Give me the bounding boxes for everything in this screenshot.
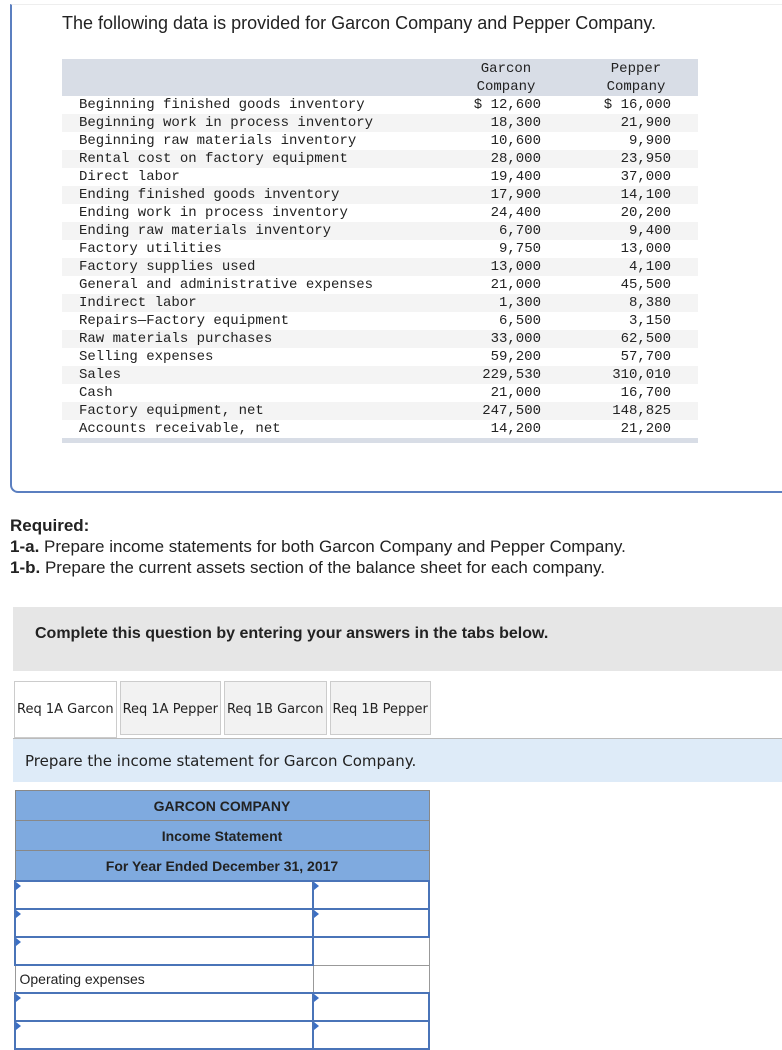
pepper-value: 20,200 bbox=[620, 205, 671, 221]
data-row bbox=[62, 186, 698, 204]
garcon-value: 247,500 bbox=[449, 402, 541, 420]
pepper-value: 57,700 bbox=[620, 349, 671, 365]
garcon-value: 21,000 bbox=[490, 385, 541, 401]
data-row bbox=[62, 312, 698, 330]
garcon-value: 19,400 bbox=[490, 169, 541, 185]
data-row bbox=[62, 222, 698, 240]
income-statement-table bbox=[14, 790, 430, 1050]
tab-bar bbox=[14, 681, 431, 738]
row-label: Ending raw materials inventory bbox=[62, 222, 449, 240]
row-label: Direct labor bbox=[79, 169, 180, 185]
garcon-value: 59,200 bbox=[490, 349, 541, 365]
garcon-value: 9,750 bbox=[498, 241, 541, 257]
data-row bbox=[62, 240, 698, 258]
tab-req-1a-garcon[interactable]: Req 1A Garcon bbox=[14, 681, 117, 738]
data-row bbox=[62, 132, 698, 150]
amount-input[interactable] bbox=[313, 909, 429, 937]
pepper-value: 9,900 bbox=[628, 133, 671, 149]
pepper-value: 21,900 bbox=[541, 114, 698, 132]
row-label: Factory supplies used bbox=[62, 258, 449, 276]
statement-period: For Year Ended December 31, 2017 bbox=[15, 851, 429, 882]
pepper-value: 13,000 bbox=[620, 241, 671, 257]
row-label: Rental cost on factory equipment bbox=[62, 150, 449, 168]
data-row bbox=[62, 258, 698, 276]
req-1a-text: Prepare income statements for both Garcon Company and Pepper Company. bbox=[39, 537, 626, 556]
garcon-value: 28,000 bbox=[449, 150, 541, 168]
tab-req-1b-pepper[interactable]: Req 1B Pepper bbox=[330, 681, 431, 735]
row-label: Accounts receivable, net bbox=[79, 421, 281, 437]
data-row bbox=[62, 420, 698, 441]
garcon-value: 1,300 bbox=[449, 294, 541, 312]
amount-cell bbox=[313, 965, 429, 993]
pepper-value: 45,500 bbox=[620, 277, 671, 293]
data-row bbox=[62, 114, 698, 132]
company-name: GARCON COMPANY bbox=[15, 791, 429, 821]
data-row bbox=[62, 330, 698, 348]
pepper-value: 14,100 bbox=[541, 186, 698, 204]
row-label: Ending finished goods inventory bbox=[62, 186, 449, 204]
data-row bbox=[62, 276, 698, 294]
data-row bbox=[62, 204, 698, 222]
data-row bbox=[62, 168, 698, 186]
data-row bbox=[62, 384, 698, 402]
pepper-value: 310,010 bbox=[541, 366, 698, 384]
row-label: Beginning raw materials inventory bbox=[79, 133, 357, 149]
statement-title: Income Statement bbox=[15, 821, 429, 851]
row-label: Beginning work in process inventory bbox=[62, 114, 449, 132]
required-title: Required: bbox=[10, 516, 90, 535]
amount-input[interactable] bbox=[313, 993, 429, 1021]
req-1b-num: 1-b. bbox=[10, 558, 41, 577]
label-input[interactable] bbox=[15, 881, 313, 909]
garcon-value: 17,900 bbox=[449, 186, 541, 204]
row-label: Beginning finished goods inventory bbox=[79, 97, 365, 113]
row-label: Repairs—Factory equipment bbox=[79, 313, 290, 329]
data-row bbox=[62, 150, 698, 168]
pepper-value: 9,400 bbox=[541, 222, 698, 240]
garcon-value: 21,000 bbox=[490, 277, 541, 293]
pepper-value: 3,150 bbox=[628, 313, 671, 329]
row-label: General and administrative expenses bbox=[79, 277, 374, 293]
tab-req-1a-pepper[interactable]: Req 1A Pepper bbox=[120, 681, 221, 735]
instructions-banner bbox=[13, 607, 782, 671]
header-garcon: Garcon Company bbox=[449, 59, 541, 96]
pepper-value: 21,200 bbox=[620, 421, 671, 437]
garcon-value: $ 12,600 bbox=[473, 97, 541, 113]
data-row bbox=[62, 366, 698, 384]
row-label: Cash bbox=[79, 385, 113, 401]
pepper-value: $ 16,000 bbox=[603, 97, 671, 113]
garcon-value: 229,530 bbox=[449, 366, 541, 384]
data-row bbox=[62, 348, 698, 366]
row-label: Raw materials purchases bbox=[62, 330, 449, 348]
label-input[interactable] bbox=[15, 937, 313, 965]
data-row bbox=[62, 402, 698, 420]
garcon-value: 18,300 bbox=[449, 114, 541, 132]
req-1b-text: Prepare the current assets section of the balance sheet for each company. bbox=[40, 558, 606, 577]
data-row bbox=[62, 96, 698, 114]
tab-req-1b-garcon[interactable]: Req 1B Garcon bbox=[224, 681, 327, 735]
amount-input[interactable] bbox=[313, 1021, 429, 1049]
row-label: Ending work in process inventory bbox=[79, 205, 348, 221]
amount-cell bbox=[313, 937, 429, 965]
required-section bbox=[10, 515, 626, 578]
row-label: Factory equipment, net bbox=[62, 402, 449, 420]
amount-input[interactable] bbox=[313, 881, 429, 909]
banner-text: Complete this question by entering your answers in the tabs below. bbox=[35, 625, 549, 642]
intro-text: The following data is provided for Garcon Company and Pepper Company. bbox=[62, 13, 656, 33]
operating-expenses-label: Operating expenses bbox=[15, 965, 313, 993]
instruction-text: Prepare the income statement for Garcon Company. bbox=[25, 752, 417, 770]
pepper-value: 4,100 bbox=[541, 258, 698, 276]
row-label: Factory utilities bbox=[79, 241, 222, 257]
pepper-value: 148,825 bbox=[541, 402, 698, 420]
row-label: Selling expenses bbox=[79, 349, 214, 365]
pepper-value: 37,000 bbox=[620, 169, 671, 185]
garcon-value: 14,200 bbox=[490, 421, 541, 437]
label-input[interactable] bbox=[15, 1021, 313, 1049]
garcon-value: 10,600 bbox=[490, 133, 541, 149]
pepper-value: 23,950 bbox=[541, 150, 698, 168]
garcon-value: 24,400 bbox=[490, 205, 541, 221]
row-label: Sales bbox=[62, 366, 449, 384]
data-row bbox=[62, 294, 698, 312]
garcon-value: 6,500 bbox=[498, 313, 541, 329]
data-table bbox=[62, 59, 698, 443]
garcon-value: 6,700 bbox=[449, 222, 541, 240]
tab-instruction bbox=[13, 738, 782, 782]
label-input[interactable] bbox=[15, 909, 313, 937]
pepper-value: 8,380 bbox=[541, 294, 698, 312]
garcon-value: 33,000 bbox=[449, 330, 541, 348]
req-1a-num: 1-a. bbox=[10, 537, 40, 556]
pepper-value: 16,700 bbox=[620, 385, 671, 401]
garcon-value: 13,000 bbox=[449, 258, 541, 276]
label-input[interactable] bbox=[15, 993, 313, 1021]
row-label: Indirect labor bbox=[62, 294, 449, 312]
header-pepper: Pepper Company bbox=[541, 59, 698, 96]
pepper-value: 62,500 bbox=[541, 330, 698, 348]
